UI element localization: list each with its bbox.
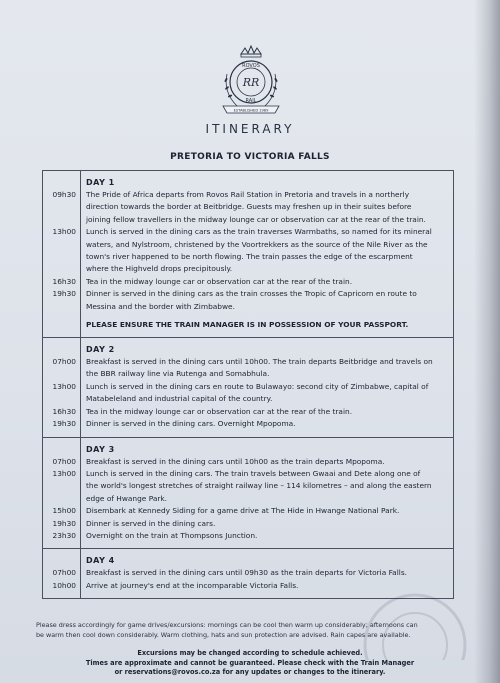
entry-description (86, 567, 447, 579)
svg-text:ESTABLISHED 1989: ESTABLISHED 1989 (233, 108, 269, 113)
entry-description (86, 226, 447, 276)
entry-time: 19h30 (52, 518, 76, 528)
entry-time: 16h30 (52, 276, 76, 286)
entry-time: 16h30 (52, 406, 76, 416)
entry-line: Lunch is served in the dining cars en route to Bulawayo: second city of Zimbabwe, capital of (86, 381, 429, 391)
entry-line: Tea in the midway lounge car or observation car at the rear of the train. (86, 276, 353, 286)
day-row (43, 438, 453, 550)
svg-text:ROVOS: ROVOS (242, 63, 260, 69)
entry-time: 23h30 (52, 530, 76, 540)
entry-line: Disembark at Kennedy Siding for a game drive at The Hide in Hwange National Park. (86, 506, 400, 516)
entry-line: Tea in the midway lounge car or observation car at the rear of the train. (86, 406, 353, 416)
disclaimer-line: Times are approximate and cannot be guaranteed. Please check with the Train Manager (85, 658, 415, 667)
time-column (43, 438, 81, 549)
entry-line: Overnight on the train at Thompsons Junction. (86, 530, 258, 540)
dress-note-line: be warm then cool down considerably. Warm clothing, hats and sun protection are advised. Rain capes are available. (36, 631, 411, 639)
entry-description (86, 530, 447, 542)
svg-text:RAIL: RAIL (245, 98, 257, 104)
entry-time: 09h30 (52, 190, 76, 199)
entry-time: 13h00 (52, 468, 76, 478)
day-content (81, 338, 453, 436)
entry-line: Messina and the border with Zimbabwe. (86, 301, 235, 311)
entry-description (86, 406, 447, 418)
entry-line: Breakfast is served in the dining cars until 10h00 as the train departs Mpopoma. (86, 456, 385, 466)
itinerary-table (42, 170, 454, 599)
day-content (81, 171, 453, 337)
day-label: DAY 2 (86, 345, 115, 355)
entry-description (86, 288, 447, 313)
disclaimer-line: or reservations@rovos.co.za for any updates or changes to the itinerary. (114, 668, 386, 676)
entry-line: Breakfast is served in the dining cars until 10h00. The train departs Beitbridge and travels on (86, 357, 433, 367)
entry-line: direction towards the border at Beitbridge. Guests may freshen up in their suites before (86, 202, 412, 212)
time-column (43, 549, 81, 598)
entry-line: Lunch is served in the dining cars as the train traverses Warmbaths, so named for its mineral (86, 227, 432, 237)
entry-line: town's river happened to be north flowing. The train passes the edge of the escarpment (86, 252, 413, 262)
entry-description (86, 189, 447, 226)
entry-time: 07h00 (52, 357, 76, 367)
page-fold-shadow (474, 0, 500, 683)
entry-description (86, 418, 447, 430)
entry-line: Arrive at journey's end at the incomparable Victoria Falls. (86, 580, 299, 590)
entry-line: Lunch is served in the dining cars. The train travels between Gwaai and Dete along one of (86, 468, 421, 478)
entry-description (86, 518, 447, 530)
entry-line: Breakfast is served in the dining cars until 09h30 as the train departs for Victoria Falls. (86, 568, 408, 578)
entry-line: The Pride of Africa departs from Rovos Rail Station in Pretoria and travels in a northerly (86, 190, 410, 199)
passport-notice: PLEASE ENSURE THE TRAIN MANAGER IS IN POSSESSION OF YOUR PASSPORT. (86, 320, 409, 330)
day-row (43, 338, 453, 437)
entry-line: Dinner is served in the dining cars as the train crosses the Tropic of Capricorn en route to (86, 289, 417, 299)
rovos-rail-logo (215, 44, 287, 120)
entry-time: 13h00 (52, 381, 76, 391)
entry-time: 07h00 (52, 456, 76, 466)
entry-line: the BBR railway line via Rutenga and Somabhula. (86, 369, 270, 379)
time-column (43, 171, 81, 337)
entry-time: 13h00 (52, 227, 76, 237)
day-label: DAY 1 (86, 178, 115, 187)
day-content (81, 438, 453, 549)
day-label: DAY 4 (86, 556, 115, 566)
entry-description (86, 505, 447, 517)
entry-line: the world's longest stretches of straight railway line – 114 kilometres – and along the eastern (86, 481, 432, 491)
entry-time: 19h30 (52, 289, 76, 299)
entry-line: joining fellow travellers in the midway lounge car or observation car at the rear of the train. (86, 214, 426, 224)
entry-line: Matabeleland and industrial capital of the country. (86, 394, 273, 404)
entry-description (86, 468, 447, 505)
entry-time: 19h30 (52, 419, 76, 429)
logo-watermark (355, 590, 475, 660)
day-label: DAY 3 (86, 444, 115, 454)
entry-line: Dinner is served in the dining cars. (86, 518, 216, 528)
entry-description (86, 381, 447, 406)
route-title: PRETORIA TO VICTORIA FALLS (170, 152, 330, 162)
entry-line: Dinner is served in the dining cars. Overnight Mpopoma. (86, 419, 296, 429)
entry-description (86, 356, 447, 381)
disclaimer-line: Excursions may be changed according to schedule achieved. (137, 649, 363, 657)
entry-line: where the Highveld drops precipitously. (86, 264, 233, 274)
time-column (43, 338, 81, 436)
entry-description (86, 456, 447, 468)
entry-line: waters, and Nylstroom, christened by the Voortrekkers as the source of the Nile River as the (86, 239, 428, 249)
entry-line: edge of Hwange Park. (86, 493, 168, 503)
day-row (43, 171, 453, 338)
entry-time: 10h00 (52, 580, 76, 590)
entry-description (86, 276, 447, 288)
entry-time: 07h00 (52, 568, 76, 578)
svg-text:RR: RR (242, 76, 260, 89)
itinerary-title: ITINERARY (205, 122, 295, 136)
entry-time: 15h00 (52, 506, 76, 516)
dress-note-line: Please dress accordingly for game drives/excursions: mornings can be cool then warm up considerably; afternoons can (36, 621, 418, 629)
